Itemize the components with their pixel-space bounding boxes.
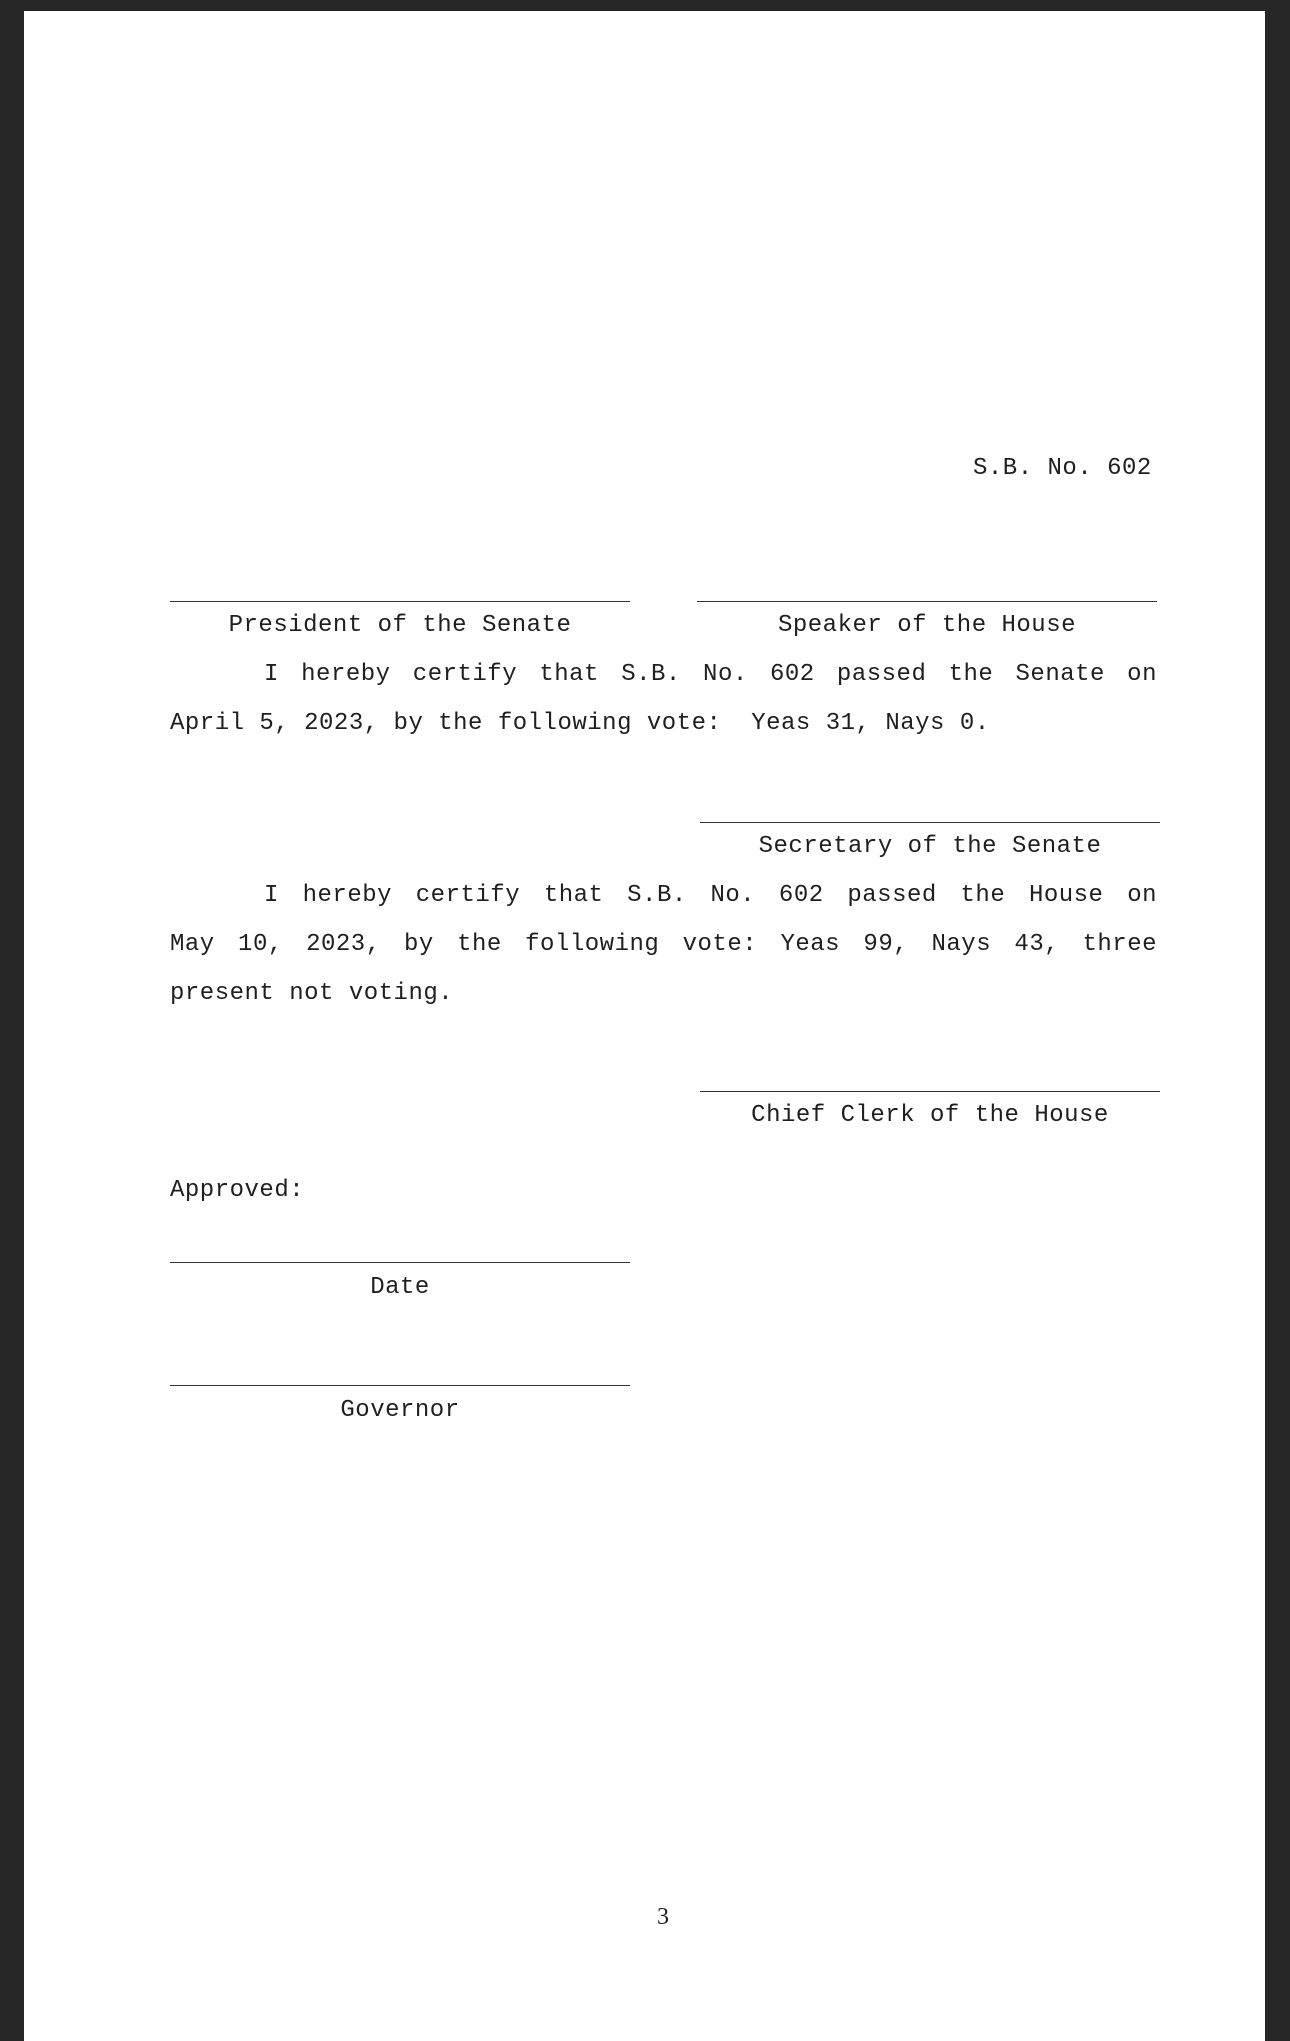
bill-number: S.B. No. 602	[973, 455, 1152, 482]
chief-clerk-of-house-label: Chief Clerk of the House	[751, 1102, 1109, 1129]
document-page	[24, 11, 1265, 2041]
senate-certification-line-1: I hereby certify that S.B. No. 602 passed the Senate on	[264, 661, 1157, 688]
approved-label: Approved:	[170, 1177, 305, 1204]
secretary-of-senate-label: Secretary of the Senate	[758, 833, 1102, 860]
speaker-of-house-label: Speaker of the House	[777, 612, 1077, 639]
house-certification-line-2: May 10, 2023, by the following vote: Yeas 99, Nays 43, three	[170, 931, 1157, 958]
secretary-signature-line	[700, 822, 1160, 823]
date-signature-line	[170, 1262, 630, 1263]
president-of-senate-label: President of the Senate	[228, 612, 572, 639]
date-label: Date	[370, 1274, 430, 1301]
governor-label: Governor	[340, 1397, 460, 1424]
house-certification-line-1: I hereby certify that S.B. No. 602 passed the House on	[264, 882, 1157, 909]
speaker-signature-line	[697, 601, 1157, 602]
senate-certification-line-2: April 5, 2023, by the following vote: Yeas 31, Nays 0.	[170, 710, 990, 737]
president-signature-line	[170, 601, 630, 602]
page-number: 3	[657, 1904, 670, 1930]
chief-clerk-signature-line	[700, 1091, 1160, 1092]
governor-signature-line	[170, 1385, 630, 1386]
house-certification-line-3: present not voting.	[170, 980, 454, 1007]
